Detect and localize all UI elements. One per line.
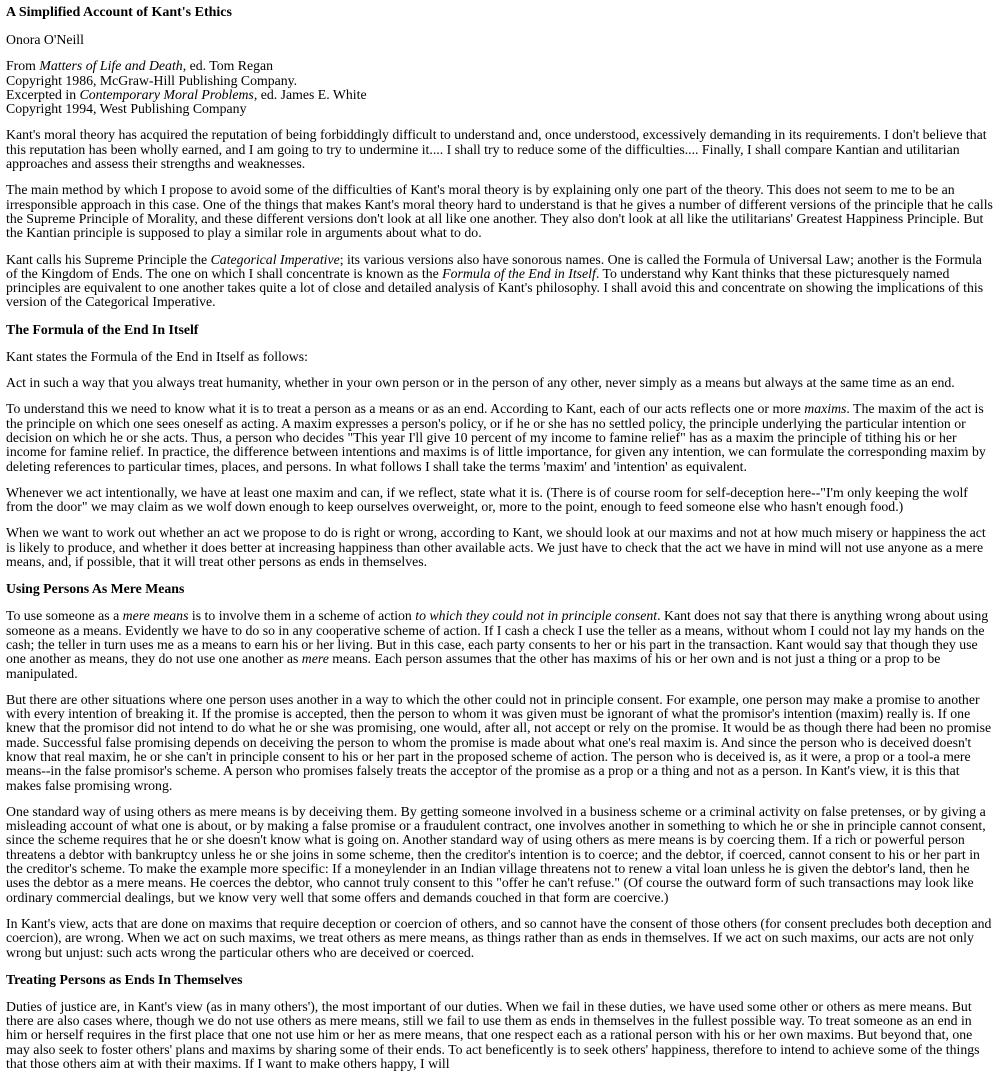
emphasis-maxims: maxims: [804, 401, 847, 417]
intro-paragraph-1: Kant's moral theory has acquired the reputation of being forbiddingly difficult to understand and, once understood, excessively demanding in its requirements. I don't believe that this reputation has been wholly earned, and I am going to try to undermine it.... I shall try to reduce some of the difficulties.... Finally, I shall compare Kantian and utilitarian approaches and assess their strengths and weaknesses.: [6, 127, 987, 172]
section1-paragraph-3: [6, 402, 994, 473]
source-line-2: Copyright 1986, McGraw-Hill Publishing Company.: [6, 72, 298, 88]
source-line-3: [6, 88, 994, 102]
document-title: A Simplified Account of Kant's Ethics: [6, 5, 232, 20]
emphasis-consent: to which they could not in principle consent: [415, 608, 658, 624]
emphasis-formula-end-in-itself: Formula of the End in Itself: [442, 265, 596, 281]
section2-paragraph-3: One standard way of using others as mere means is by deceiving them. By getting someone involved in a business scheme or a criminal activity on false pretenses, or by giving a misleading account of what one is about, or by making a false promise or a fraudulent contract, one involves another in something to which he or she in principle cannot consent, since the scheme requires that he or she doesn't know what is going on. Another standard way of using others as mere means is by coercing them. If a rich or powerful person threatens a debtor with bankruptcy unless he or she joins in some scheme, then the creditor's intention is to coerce; and the debtor, if coerced, cannot consent to his or her part in the creditor's scheme. To make the example more specific: If a moneylender in an Indian village threatens not to renew a vital loan unless he is given the debtor's land, then he uses the debtor as a mere means. He coerces the debtor, who cannot truly consent to this "offer he can't refuse." (Of course the outward form of such transactions may look like ordinary commercial dealings, but we know very well that some offers and demands couched in that form are coercive.): [6, 803, 986, 905]
text-run: ; its various versions also have sonorous names. One is called the Formula of Universal Law; another is the Formula of the Kingdom of Ends. The one on which I shall concentrate is known as the: [6, 251, 982, 281]
source-line-1-prefix: From: [6, 58, 40, 74]
emphasis-categorical-imperative: Categorical Imperative: [210, 251, 340, 267]
section1-formula-quote: Act in such a way that you always treat humanity, whether in your own person or in the person of any other, never simply as a means but always at the same time as an end.: [6, 375, 955, 391]
text-run: . To understand why Kant thinks that these picturesquely named principles are equivalent to one another takes quite a lot of close and detailed analysis of Kant's philosophy. I shall avoid this and concentrate on showing the implications of this version of the Categorical Imperative.: [6, 265, 984, 310]
section3-paragraph-1: Duties of justice are, in Kant's view (as in many others'), the most important of our duties. When we fail in these duties, we have used some other or others as mere means. But there are also cases where, though we do not use others as mere means, still we fail to use them as ends in themselves in the fullest possible way. To treat someone as an end in him or herself requires in the first place that one not use him or her as mere means, that one respect each as a rational person with his or her own maxims. But beyond that, one may also seek to foster others' plans and maxims by sharing some of their ends. To act beneficently is to seek others' happiness, therefore to intend to achieve some of the things that those others aim at with their maxims. If I want to make others happy, I will: [6, 998, 980, 1071]
section1-paragraph-4: Whenever we act intentionally, we have at least one maxim and can, if we reflect, state what it is. (There is of course room for self-deception here--"I'm only keeping the wolf from the door" we may claim as we wolf down enough to keep ourselves overweight, or, more to the point, enough to feed someone else who hasn't enough food.): [6, 484, 968, 515]
text-run: . The maxim of the act is the principle on which one sees oneself as acting. A maxim expresses a person's policy, or if he or she has no settled policy, the principle underlying the particular intention or decision on which he or she acts. Thus, a person who decides "This year I'll give 10 percent of my income to famine relief" has as a maxim the principle of tithing his or her income for famine relief. In practice, the difference between intentions and maxims is of little importance, for given any intention, we can formulate the corresponding maxim by deleting references to particular times, places, and persons. In what follows I shall take the terms 'maxim' and 'intention' as equivalent.: [6, 401, 986, 474]
source-citation: [6, 59, 994, 116]
book-title-contemporary-moral-problems: Contemporary Moral Problems: [79, 86, 254, 102]
source-line-1-suffix: , ed. Tom Regan: [182, 58, 274, 74]
intro-paragraph-3: [6, 253, 994, 310]
section-heading-mere-means: Using Persons As Mere Means: [6, 581, 185, 597]
emphasis-mere-means: mere means: [122, 608, 189, 624]
source-line-4: Copyright 1994, West Publishing Company: [6, 101, 247, 117]
emphasis-mere: mere: [301, 651, 329, 667]
source-line-1: [6, 59, 994, 73]
source-line-3-prefix: Excerpted in: [6, 86, 80, 102]
book-title-matters-of-life-and-death: Matters of Life and Death: [39, 58, 183, 74]
section-heading-formula: The Formula of the End In Itself: [6, 321, 199, 337]
text-run: To understand this we need to know what it is to treat a person as a means or as an end. According to Kant, each of our acts reflects one or more: [6, 401, 805, 417]
source-line-3-suffix: , ed. James E. White: [253, 86, 367, 102]
section1-paragraph-5: When we want to work out whether an act we propose to do is right or wrong, according to Kant, we should look at our maxims and not at how much misery or happiness the act is likely to produce, and whether it does better at increasing happiness than other available acts. We just have to check that the act we have in mind will not use anyone as a mere means, and, if possible, that it will treat other persons as ends in themselves.: [6, 525, 986, 570]
text-run: is to involve them in a scheme of action: [188, 608, 416, 624]
text-run: . Kant does not say that there is anything wrong about using someone as a means. Evidently we have to do so in any cooperative scheme of action. If I cash a check I use the teller as a means, without whom I could not lay my hands on the cash; the teller in turn uses me as a means to earn his or her living. But in this case, each party consents to her or his part in the transaction. Kant would say that though they use one another as means, they do not use one another as: [6, 608, 989, 667]
section2-paragraph-4: In Kant's view, acts that are done on maxims that require deception or coercion of others, and so cannot have the consent of those others (for consent precludes both deception and coercion), are wrong. When we act on such maxims, we treat others as mere means, as things rather than as ends in themselves. If we act on such maxims, our acts are not only wrong but unjust: such acts wrong the particular others who are deceived or coerced.: [6, 915, 992, 960]
text-run: Kant calls his Supreme Principle the: [6, 251, 211, 267]
section2-paragraph-1: [6, 609, 994, 680]
author-name: Onora O'Neill: [6, 32, 84, 47]
section2-paragraph-2: But there are other situations where one person uses another in a way to which the other could not in principle consent. For example, one person may make a promise to another with every intention of breaking it. If the promise is accepted, then the person to whom it was given must be ignorant of what the promisor's intention (maxim) really is. If one knew that the promisor did not intend to do what he or she was promising, one would, after all, not accept or rely on the promise. It would be as though there had been no promise made. Successful false promising depends on deceiving the person to whom the promise is made about what one's real maxim is. And since the person who is deceived doesn't know that real maxim, he or she can't in principle consent to his or her part in the proposed scheme of action. The person who is deceived is, as it were, a prop or a tool-a mere means--in the false promisor's scheme. A person who promises falsely treats the acceptor of the promise as a prop or a thing and not as a person. In Kant's view, it is this that makes false promising wrong.: [6, 691, 992, 793]
intro-paragraph-2: The main method by which I propose to avoid some of the difficulties of Kant's moral theory is by explaining only one part of the theory. This does not seem to me to be an irresponsible approach in this case. One of the things that makes Kant's moral theory hard to understand is that he gives a number of different versions of the principle that he calls the Supreme Principle of Morality, and these different versions don't look at all like one another. They also don't look at all like the utilitarians' Greatest Happiness Principle. But the Kantian principle is supposed to play a similar role in arguments about what to do.: [6, 182, 993, 241]
section1-paragraph-1: Kant states the Formula of the End in Itself as follows:: [6, 348, 308, 364]
section-heading-ends-in-themselves: Treating Persons as Ends In Themselves: [6, 971, 243, 987]
text-run: means. Each person assumes that the other has maxims of his or her own and is not just a thing or a prop to be manipulated.: [6, 651, 941, 681]
text-run: To use someone as a: [6, 608, 123, 624]
